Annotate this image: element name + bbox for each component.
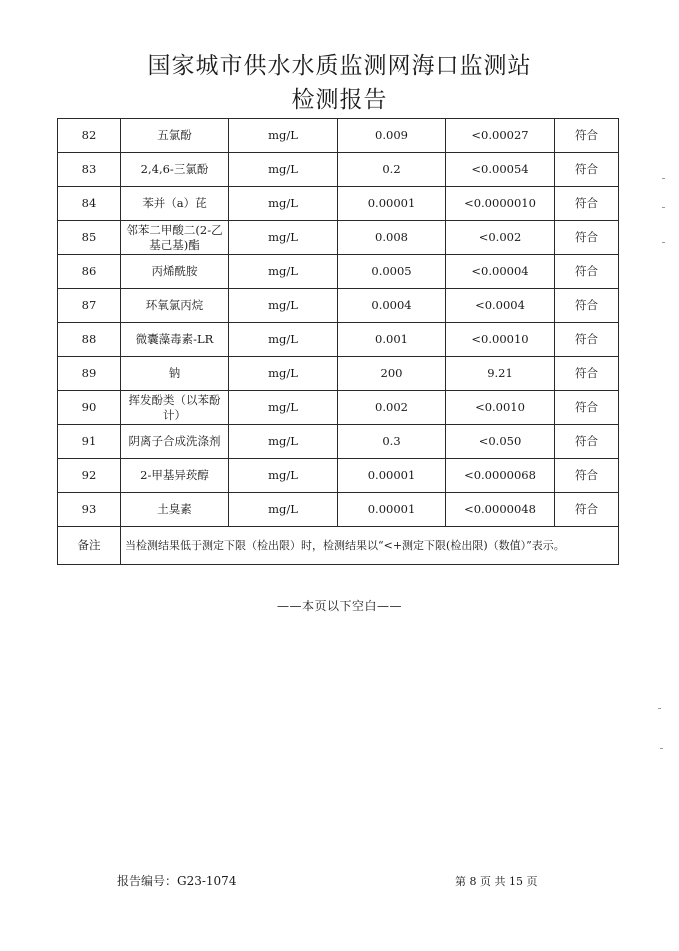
results-table: [57, 118, 619, 565]
cell-result: <0.0004: [446, 289, 555, 323]
cell-result: <0.00004: [446, 255, 555, 289]
table-row: [58, 221, 619, 255]
cell-unit: mg/L: [229, 187, 338, 221]
cell-name: 钠: [121, 357, 229, 391]
cell-name: 挥发酚类（以苯酚计）: [121, 391, 229, 425]
cell-no: 86: [58, 255, 121, 289]
cell-name: 2,4,6-三氯酚: [121, 153, 229, 187]
cell-no: 89: [58, 357, 121, 391]
cell-verdict: 符合: [555, 255, 619, 289]
scan-speck: [658, 708, 661, 709]
cell-result: <0.00054: [446, 153, 555, 187]
cell-name: 环氧氯丙烷: [121, 289, 229, 323]
note-label: 备注: [58, 527, 121, 565]
cell-no: 91: [58, 425, 121, 459]
scan-speck: [662, 242, 665, 243]
cell-verdict: 符合: [555, 221, 619, 255]
cell-limit: 0.3: [338, 425, 446, 459]
report-number: 报告编号：G23-1074: [117, 874, 237, 888]
cell-no: 82: [58, 119, 121, 153]
scan-speck: [662, 207, 665, 208]
cell-no: 83: [58, 153, 121, 187]
cell-limit: 0.00001: [338, 187, 446, 221]
cell-limit: 200: [338, 357, 446, 391]
cell-name: 阴离子合成洗涤剂: [121, 425, 229, 459]
table-row: [58, 119, 619, 153]
cell-name: 丙烯酰胺: [121, 255, 229, 289]
cell-limit: 0.0004: [338, 289, 446, 323]
cell-result: <0.00027: [446, 119, 555, 153]
cell-verdict: 符合: [555, 153, 619, 187]
table-row: [58, 459, 619, 493]
cell-limit: 0.2: [338, 153, 446, 187]
cell-result: <0.00010: [446, 323, 555, 357]
cell-name: 五氯酚: [121, 119, 229, 153]
cell-result: 9.21: [446, 357, 555, 391]
cell-limit: 0.001: [338, 323, 446, 357]
report-title-line1: 国家城市供水水质监测网海口监测站: [147, 53, 532, 79]
table-row: [58, 187, 619, 221]
cell-limit: 0.002: [338, 391, 446, 425]
cell-verdict: 符合: [555, 119, 619, 153]
cell-name: 邻苯二甲酸二(2-乙基己基)酯: [121, 221, 229, 255]
cell-unit: mg/L: [229, 459, 338, 493]
cell-verdict: 符合: [555, 391, 619, 425]
cell-limit: 0.008: [338, 221, 446, 255]
blank-page-marker: ——本页以下空白——: [276, 599, 402, 613]
page-number: 第 8 页 共 15 页: [455, 875, 538, 888]
cell-no: 92: [58, 459, 121, 493]
cell-no: 90: [58, 391, 121, 425]
cell-unit: mg/L: [229, 221, 338, 255]
table-row: [58, 289, 619, 323]
cell-limit: 0.00001: [338, 493, 446, 527]
cell-verdict: 符合: [555, 323, 619, 357]
table-row: [58, 425, 619, 459]
cell-limit: 0.0005: [338, 255, 446, 289]
note-row: [58, 527, 619, 565]
cell-unit: mg/L: [229, 493, 338, 527]
cell-no: 87: [58, 289, 121, 323]
table-row: [58, 153, 619, 187]
cell-no: 84: [58, 187, 121, 221]
cell-unit: mg/L: [229, 425, 338, 459]
cell-unit: mg/L: [229, 323, 338, 357]
cell-result: <0.002: [446, 221, 555, 255]
cell-verdict: 符合: [555, 459, 619, 493]
table-row: [58, 493, 619, 527]
cell-name: 2-甲基异莰醇: [121, 459, 229, 493]
report-title-line2: 检测报告: [291, 87, 388, 113]
cell-unit: mg/L: [229, 255, 338, 289]
cell-verdict: 符合: [555, 425, 619, 459]
cell-name: 苯并（a）芘: [121, 187, 229, 221]
cell-result: <0.050: [446, 425, 555, 459]
cell-no: 88: [58, 323, 121, 357]
cell-unit: mg/L: [229, 357, 338, 391]
scan-speck: [662, 178, 665, 179]
cell-unit: mg/L: [229, 391, 338, 425]
cell-unit: mg/L: [229, 289, 338, 323]
cell-unit: mg/L: [229, 153, 338, 187]
results-table-body: [58, 119, 619, 527]
cell-limit: 0.00001: [338, 459, 446, 493]
cell-verdict: 符合: [555, 187, 619, 221]
cell-no: 93: [58, 493, 121, 527]
table-row: [58, 357, 619, 391]
cell-result: <0.0000048: [446, 493, 555, 527]
cell-result: <0.0010: [446, 391, 555, 425]
note-text: 当检测结果低于测定下限（检出限）时，检测结果以“<+测定下限(检出限)（数值）”表示。: [121, 527, 619, 565]
cell-verdict: 符合: [555, 289, 619, 323]
table-row: [58, 323, 619, 357]
cell-name: 土臭素: [121, 493, 229, 527]
cell-result: <0.0000010: [446, 187, 555, 221]
table-row: [58, 255, 619, 289]
cell-verdict: 符合: [555, 493, 619, 527]
cell-verdict: 符合: [555, 357, 619, 391]
cell-no: 85: [58, 221, 121, 255]
cell-limit: 0.009: [338, 119, 446, 153]
cell-unit: mg/L: [229, 119, 338, 153]
cell-name: 微囊藻毒素-LR: [121, 323, 229, 357]
scan-speck: [660, 748, 663, 749]
table-row: [58, 391, 619, 425]
cell-result: <0.0000068: [446, 459, 555, 493]
